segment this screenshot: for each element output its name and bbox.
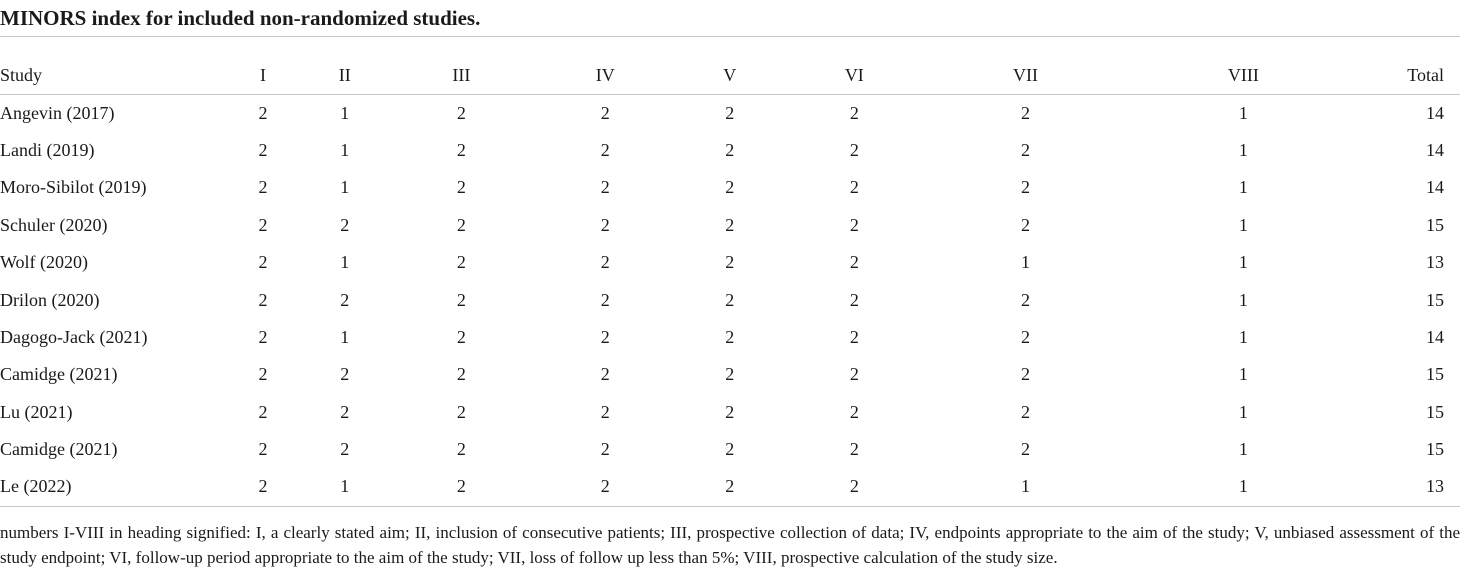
cell-study: Schuler (2020) xyxy=(0,214,108,235)
cell-ii: 1 xyxy=(340,177,350,198)
column-header-vi: VI xyxy=(844,65,864,86)
cell-iii: 2 xyxy=(456,476,466,497)
column-header-study: Study xyxy=(0,65,43,86)
cell-iv: 2 xyxy=(600,139,610,160)
cell-viii: 1 xyxy=(1238,139,1248,160)
cell-iii: 2 xyxy=(456,439,466,460)
cell-ii: 2 xyxy=(340,289,350,310)
table-row xyxy=(0,244,1460,281)
cell-v: 2 xyxy=(725,439,735,460)
cell-i: 2 xyxy=(258,139,268,160)
cell-total: 15 xyxy=(1426,289,1444,310)
cell-i: 2 xyxy=(258,102,268,123)
cell-total: 15 xyxy=(1426,364,1444,385)
cell-study: Wolf (2020) xyxy=(0,252,89,273)
cell-vi: 2 xyxy=(849,476,859,497)
cell-iii: 2 xyxy=(456,326,466,347)
cell-vii: 2 xyxy=(1021,289,1031,310)
cell-viii: 1 xyxy=(1238,177,1248,198)
cell-v: 2 xyxy=(725,364,735,385)
cell-v: 2 xyxy=(725,214,735,235)
column-header-ii: II xyxy=(338,65,351,86)
cell-i: 2 xyxy=(258,476,268,497)
cell-vii: 2 xyxy=(1021,102,1031,123)
cell-ii: 1 xyxy=(340,252,350,273)
cell-viii: 1 xyxy=(1238,326,1248,347)
cell-iii: 2 xyxy=(456,252,466,273)
cell-vii: 1 xyxy=(1021,252,1031,273)
table-row xyxy=(0,207,1460,244)
cell-vi: 2 xyxy=(849,177,859,198)
cell-i: 2 xyxy=(258,401,268,422)
cell-i: 2 xyxy=(258,439,268,460)
cell-vi: 2 xyxy=(849,252,859,273)
cell-iv: 2 xyxy=(600,289,610,310)
cell-iv: 2 xyxy=(600,326,610,347)
cell-viii: 1 xyxy=(1238,439,1248,460)
column-header-iii: III xyxy=(452,65,471,86)
cell-vi: 2 xyxy=(849,401,859,422)
cell-iv: 2 xyxy=(600,364,610,385)
cell-iv: 2 xyxy=(600,401,610,422)
cell-ii: 2 xyxy=(340,364,350,385)
cell-i: 2 xyxy=(258,326,268,347)
cell-i: 2 xyxy=(258,364,268,385)
cell-total: 13 xyxy=(1426,252,1444,273)
cell-vii: 2 xyxy=(1021,439,1031,460)
cell-ii: 2 xyxy=(340,214,350,235)
table-row xyxy=(0,169,1460,206)
cell-iii: 2 xyxy=(456,139,466,160)
cell-vii: 2 xyxy=(1021,326,1031,347)
cell-viii: 1 xyxy=(1238,476,1248,497)
cell-study: Drilon (2020) xyxy=(0,289,100,310)
cell-vii: 2 xyxy=(1021,214,1031,235)
bottom-rule xyxy=(0,506,1460,507)
cell-v: 2 xyxy=(725,476,735,497)
table-row xyxy=(0,132,1460,169)
cell-total: 15 xyxy=(1426,439,1444,460)
column-header-i: I xyxy=(260,65,267,86)
header-row xyxy=(0,57,1460,94)
cell-study: Landi (2019) xyxy=(0,139,95,160)
cell-ii: 2 xyxy=(340,401,350,422)
column-header-vii: VII xyxy=(1013,65,1039,86)
column-header-total: Total xyxy=(1407,65,1444,86)
cell-total: 14 xyxy=(1426,139,1444,160)
cell-iii: 2 xyxy=(456,364,466,385)
table-row xyxy=(0,431,1460,468)
column-header-iv: IV xyxy=(595,65,615,86)
cell-viii: 1 xyxy=(1238,289,1248,310)
cell-total: 14 xyxy=(1426,102,1444,123)
cell-iv: 2 xyxy=(600,214,610,235)
cell-viii: 1 xyxy=(1238,214,1248,235)
cell-iii: 2 xyxy=(456,289,466,310)
column-header-viii: VIII xyxy=(1227,65,1259,86)
cell-total: 13 xyxy=(1426,476,1444,497)
cell-viii: 1 xyxy=(1238,102,1248,123)
cell-viii: 1 xyxy=(1238,401,1248,422)
cell-vii: 2 xyxy=(1021,401,1031,422)
cell-total: 14 xyxy=(1426,177,1444,198)
cell-iv: 2 xyxy=(600,439,610,460)
cell-study: Camidge (2021) xyxy=(0,439,118,460)
cell-iii: 2 xyxy=(456,401,466,422)
cell-iv: 2 xyxy=(600,102,610,123)
cell-v: 2 xyxy=(725,102,735,123)
cell-vi: 2 xyxy=(849,139,859,160)
cell-total: 14 xyxy=(1426,326,1444,347)
cell-i: 2 xyxy=(258,252,268,273)
cell-study: Camidge (2021) xyxy=(0,364,118,385)
cell-viii: 1 xyxy=(1238,252,1248,273)
cell-iii: 2 xyxy=(456,214,466,235)
cell-study: Dagogo-Jack (2021) xyxy=(0,326,148,347)
table-title: MINORS index for included non-randomized studies. xyxy=(0,6,481,30)
cell-vii: 2 xyxy=(1021,177,1031,198)
table-body xyxy=(0,94,1460,505)
cell-vi: 2 xyxy=(849,289,859,310)
cell-iv: 2 xyxy=(600,476,610,497)
cell-iv: 2 xyxy=(600,252,610,273)
cell-vii: 1 xyxy=(1021,476,1031,497)
cell-ii: 1 xyxy=(340,139,350,160)
cell-v: 2 xyxy=(725,252,735,273)
cell-viii: 1 xyxy=(1238,364,1248,385)
table-row xyxy=(0,394,1460,431)
cell-ii: 1 xyxy=(340,476,350,497)
cell-v: 2 xyxy=(725,139,735,160)
cell-v: 2 xyxy=(725,289,735,310)
cell-iv: 2 xyxy=(600,177,610,198)
cell-ii: 2 xyxy=(340,439,350,460)
top-rule xyxy=(0,36,1460,37)
column-header-v: V xyxy=(723,65,737,86)
table-row xyxy=(0,319,1460,356)
cell-study: Angevin (2017) xyxy=(0,102,115,123)
table-footnote: numbers I-VIII in heading signified: I, a clearly stated aim; II, inclusion of consecutive patients; III, prospective collection of data; IV, endpoints appropriate to the aim of the study; V, unbiased assessment of the study endpoint; VI, follow-up period appropriate to the aim of the study; VII, loss of follow up less than 5%; VIII, prospective calculation of the study size. xyxy=(0,523,1460,567)
table-row xyxy=(0,356,1460,393)
table-row xyxy=(0,281,1460,318)
cell-v: 2 xyxy=(725,326,735,347)
cell-i: 2 xyxy=(258,214,268,235)
cell-v: 2 xyxy=(725,177,735,198)
cell-vi: 2 xyxy=(849,102,859,123)
cell-total: 15 xyxy=(1426,214,1444,235)
cell-ii: 1 xyxy=(340,102,350,123)
cell-i: 2 xyxy=(258,289,268,310)
cell-iii: 2 xyxy=(456,102,466,123)
cell-vii: 2 xyxy=(1021,139,1031,160)
table-row xyxy=(0,94,1460,131)
cell-iii: 2 xyxy=(456,177,466,198)
cell-vi: 2 xyxy=(849,439,859,460)
table-row xyxy=(0,468,1460,505)
cell-i: 2 xyxy=(258,177,268,198)
cell-v: 2 xyxy=(725,401,735,422)
cell-study: Moro-Sibilot (2019) xyxy=(0,177,147,198)
minors-table xyxy=(0,57,1460,506)
cell-vi: 2 xyxy=(849,364,859,385)
cell-study: Lu (2021) xyxy=(0,401,73,422)
cell-vii: 2 xyxy=(1021,364,1031,385)
cell-ii: 1 xyxy=(340,326,350,347)
cell-total: 15 xyxy=(1426,401,1444,422)
cell-vi: 2 xyxy=(849,214,859,235)
cell-study: Le (2022) xyxy=(0,476,72,497)
cell-vi: 2 xyxy=(849,326,859,347)
